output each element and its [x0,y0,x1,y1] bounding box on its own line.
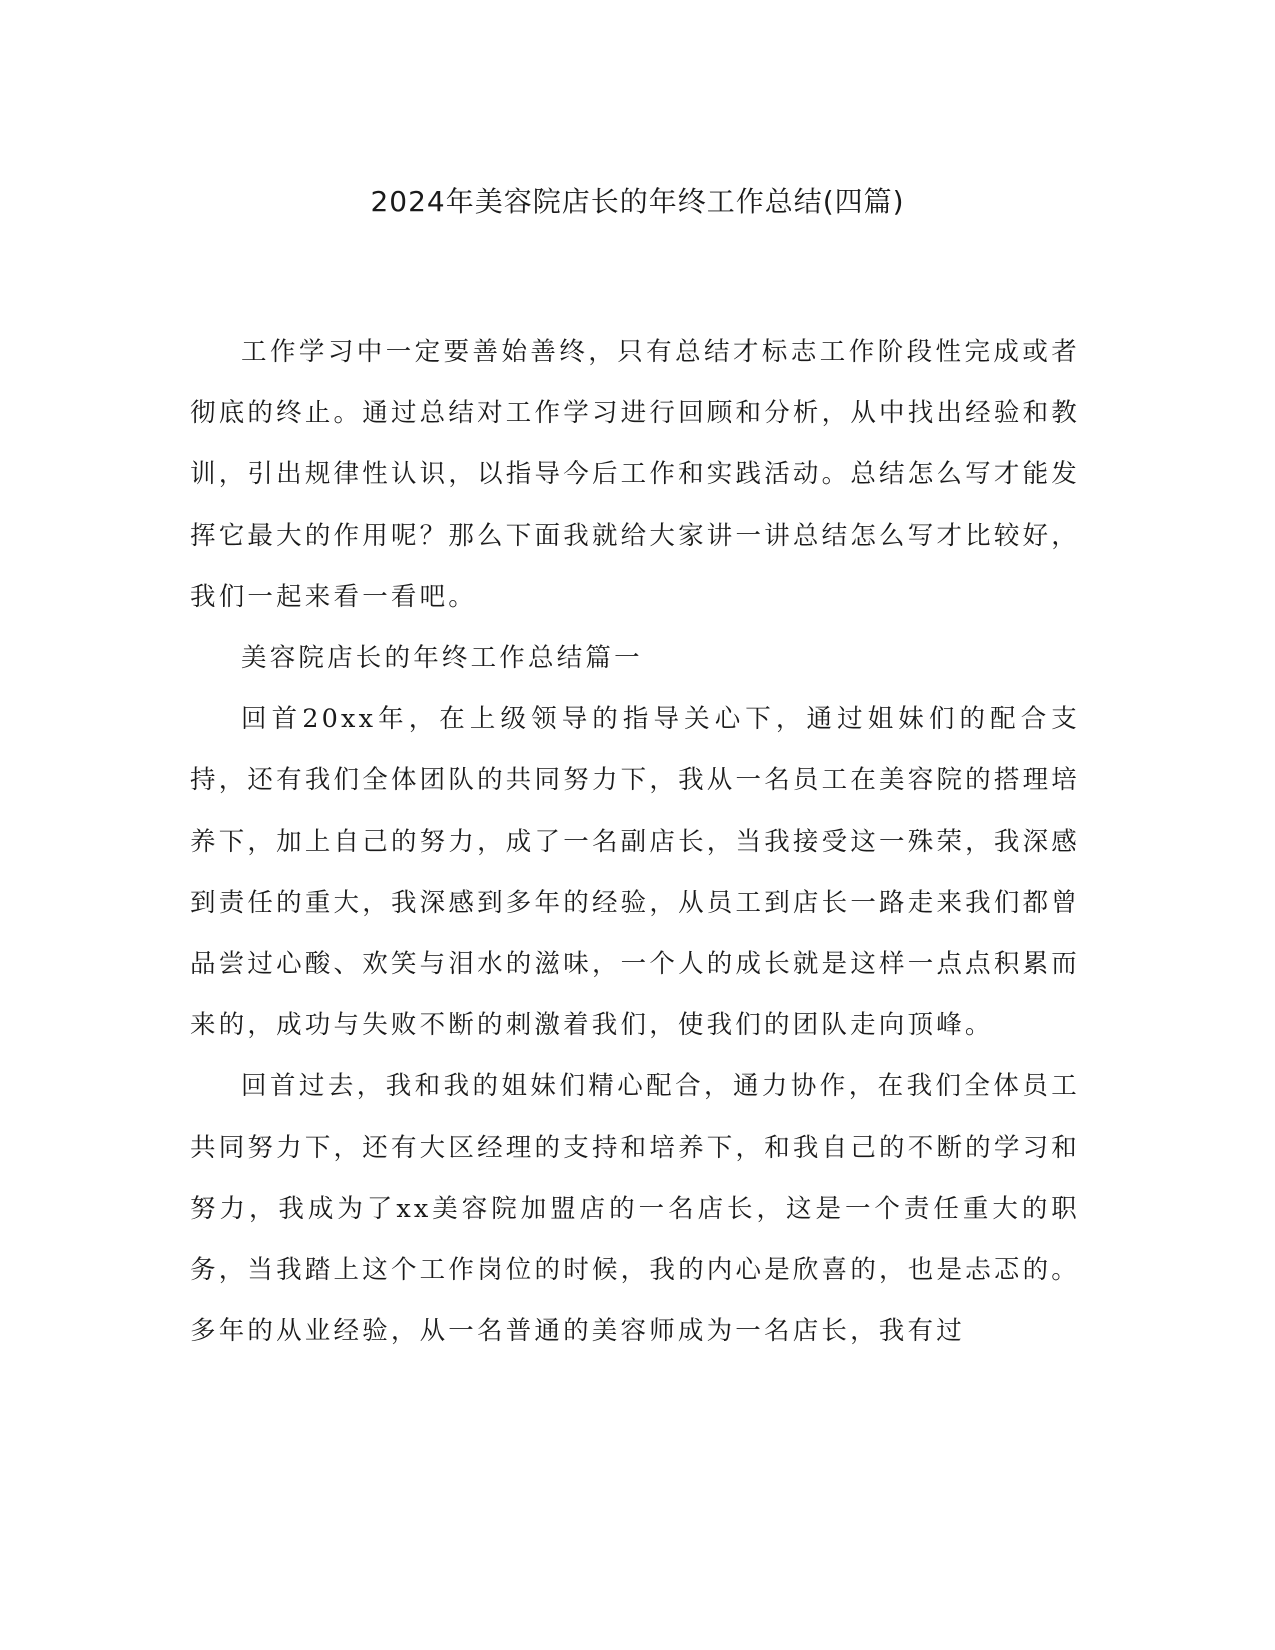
section-heading: 美容院店长的年终工作总结篇一 [241,643,643,674]
intro-paragraph: 工作学习中一定要善始善终，只有总结才标志工作阶段性完成或者彻底的终止。通过总结对工作学习进行回顾和分析，从中找出经验和教训，引出规律性认识，以指导今后工作和实践活动。总结怎么写才能发挥它最大的作用呢？那么下面我就给大家讲一讲总结怎么写才比较好，我们一起来看一看吧。 [190,337,1080,612]
document-title: 2024年美容院店长的年终工作总结(四篇) [370,185,905,218]
body-paragraph-2: 回首过去，我和我的姐妹们精心配合，通力协作，在我们全体员工共同努力下，还有大区经理的支持和培养下，和我自己的不断的学习和努力，我成为了xx美容院加盟店的一名店长，这是一个责任重大的职务，当我踏上这个工作岗位的时候，我的内心是欣喜的，也是忐忑的。多年的从业经验，从一名普通的美容师成为一名店长，我有过 [190,1071,1080,1347]
body-paragraph-1: 回首20xx年，在上级领导的指导关心下，通过姐妹们的配合支持，还有我们全体团队的共同努力下，我从一名员工在美容院的搭理培养下，加上自己的努力，成了一名副店长，当我接受这一殊荣，我深感到责任的重大，我深感到多年的经验，从员工到店长一路走来我们都曾品尝过心酸、欢笑与泪水的滋味，一个人的成长就是这样一点点积累而来的，成功与失败不断的刺激着我们，使我们的团队走向顶峰。 [190,704,1080,1041]
document-body [190,322,1080,1362]
